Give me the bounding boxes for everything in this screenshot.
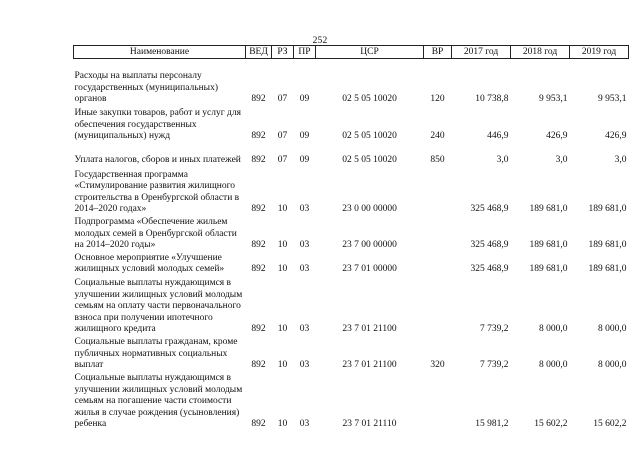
cell-name: Расходы на выплаты персоналу государственных (муниципальных) органов	[74, 71, 218, 104]
cell-2018: 9 953,1	[539, 94, 568, 104]
cell-2017: 15 981,2	[475, 419, 509, 429]
cell-vr: 120	[430, 94, 445, 104]
cell-vr: 240	[430, 131, 445, 141]
cell-name: Государственная программа «Стимулирование развития жилищного строительства в Оренбургской области в 2014–2020 годах»	[74, 169, 240, 214]
table-row	[74, 167, 629, 216]
cell-ved: 892	[251, 264, 266, 274]
cell-2017: 3,0	[496, 155, 509, 165]
cell-2017: 446,9	[487, 131, 509, 141]
cell-ved: 892	[251, 419, 266, 429]
cell-name: Социальные выплаты гражданам, кроме публичных нормативных социальных выплат	[74, 337, 238, 370]
table-row	[74, 59, 629, 106]
cell-csr: 23 0 00 00000	[342, 204, 397, 214]
cell-vr	[424, 252, 452, 276]
cell-ved: 892	[251, 155, 266, 165]
header-year-2017: 2017 год	[452, 46, 511, 59]
cell-2018: 189 681,0	[529, 240, 568, 250]
cell-2017: 325 468,9	[470, 240, 509, 250]
cell-pr: 03	[299, 204, 310, 214]
cell-rz: 07	[277, 155, 288, 165]
cell-ved: 892	[251, 240, 266, 250]
table-row	[74, 143, 629, 167]
cell-2019: 9 953,1	[598, 94, 627, 104]
header-ved: ВЕД	[246, 46, 272, 59]
cell-name: Социальные выплаты нуждающимся в улучшении жилищных условий молодым семьям на погашение части стоимости жилья в случае рождения (усыновления) ребенка	[74, 373, 243, 429]
header-pr: ПР	[294, 46, 316, 59]
cell-pr: 09	[299, 155, 310, 165]
cell-2019: 189 681,0	[588, 240, 627, 250]
header-csr: ЦСР	[316, 46, 424, 59]
header-vr: ВР	[424, 46, 452, 59]
cell-ved: 892	[251, 131, 266, 141]
cell-vr	[424, 167, 452, 216]
header-rz: РЗ	[272, 46, 294, 59]
table-row	[74, 216, 629, 252]
cell-rz: 10	[277, 360, 288, 370]
cell-csr: 23 7 01 21110	[342, 419, 397, 429]
cell-2017: 325 468,9	[470, 204, 509, 214]
cell-2018: 189 681,0	[529, 204, 568, 214]
cell-2018: 8 000,0	[539, 324, 568, 334]
cell-pr: 03	[299, 360, 310, 370]
cell-csr: 23 7 01 00000	[342, 264, 397, 274]
cell-rz: 07	[277, 94, 288, 104]
table-header-row	[74, 46, 629, 59]
cell-vr	[424, 276, 452, 336]
cell-2019: 426,9	[605, 131, 627, 141]
cell-csr: 02 5 05 10020	[342, 155, 397, 165]
cell-rz: 10	[277, 240, 288, 250]
cell-vr: 320	[430, 360, 445, 370]
cell-2019: 8 000,0	[598, 360, 627, 370]
budget-table	[73, 45, 629, 431]
page-number: 252	[312, 36, 328, 46]
header-year-2019: 2019 год	[570, 46, 629, 59]
table-row	[74, 106, 629, 143]
cell-name: Социальные выплаты нуждающимся в улучшении жилищных условий молодым семьям на оплату части первоначального взноса при получении ипотечного жилищного кредита	[74, 278, 243, 334]
cell-pr: 03	[299, 419, 310, 429]
cell-pr: 09	[299, 94, 310, 104]
header-year-2018: 2018 год	[511, 46, 570, 59]
cell-ved: 892	[251, 94, 266, 104]
cell-name: Основное мероприятие «Улучшение жилищных условий молодых семей»	[74, 252, 225, 274]
table-row	[74, 276, 629, 336]
cell-rz: 10	[277, 264, 288, 274]
cell-vr: 850	[430, 155, 445, 165]
cell-pr: 03	[299, 240, 310, 250]
cell-name: Уплата налогов, сборов и иных платежей	[74, 155, 241, 165]
cell-2019: 15 602,2	[593, 419, 627, 429]
cell-pr: 03	[299, 264, 310, 274]
cell-csr: 02 5 05 10020	[342, 94, 397, 104]
cell-2019: 189 681,0	[588, 204, 627, 214]
cell-pr: 03	[299, 324, 310, 334]
table-row	[74, 336, 629, 372]
table-row	[74, 252, 629, 276]
cell-2018: 8 000,0	[539, 360, 568, 370]
cell-rz: 07	[277, 131, 288, 141]
cell-name: Иные закупки товаров, работ и услуг для обеспечения государственных (муниципальных) нужд	[74, 108, 241, 141]
cell-pr: 09	[299, 131, 310, 141]
cell-2017: 7 739,2	[480, 360, 509, 370]
cell-2017: 10 738,8	[475, 94, 509, 104]
cell-2018: 426,9	[546, 131, 568, 141]
cell-rz: 10	[277, 419, 288, 429]
table-row	[74, 372, 629, 431]
cell-2018: 15 602,2	[534, 419, 568, 429]
cell-vr	[424, 216, 452, 252]
cell-ved: 892	[251, 360, 266, 370]
cell-2017: 7 739,2	[480, 324, 509, 334]
cell-2018: 3,0	[555, 155, 568, 165]
cell-csr: 23 7 00 00000	[342, 240, 397, 250]
cell-2019: 189 681,0	[588, 264, 627, 274]
cell-csr: 23 7 01 21100	[342, 324, 397, 334]
cell-2018: 189 681,0	[529, 264, 568, 274]
cell-csr: 02 5 05 10020	[342, 131, 397, 141]
cell-csr: 23 7 01 21100	[342, 360, 397, 370]
header-name: Наименование	[74, 46, 246, 59]
cell-2019: 8 000,0	[598, 324, 627, 334]
cell-rz: 10	[277, 204, 288, 214]
cell-name: Подпрограмма «Обеспечение жильем молодых семей в Оренбургской области на 2014–2020 годы»	[74, 217, 237, 250]
cell-2019: 3,0	[614, 155, 627, 165]
cell-vr	[424, 372, 452, 431]
cell-ved: 892	[251, 204, 266, 214]
cell-2017: 325 468,9	[470, 264, 509, 274]
cell-ved: 892	[251, 324, 266, 334]
cell-rz: 10	[277, 324, 288, 334]
